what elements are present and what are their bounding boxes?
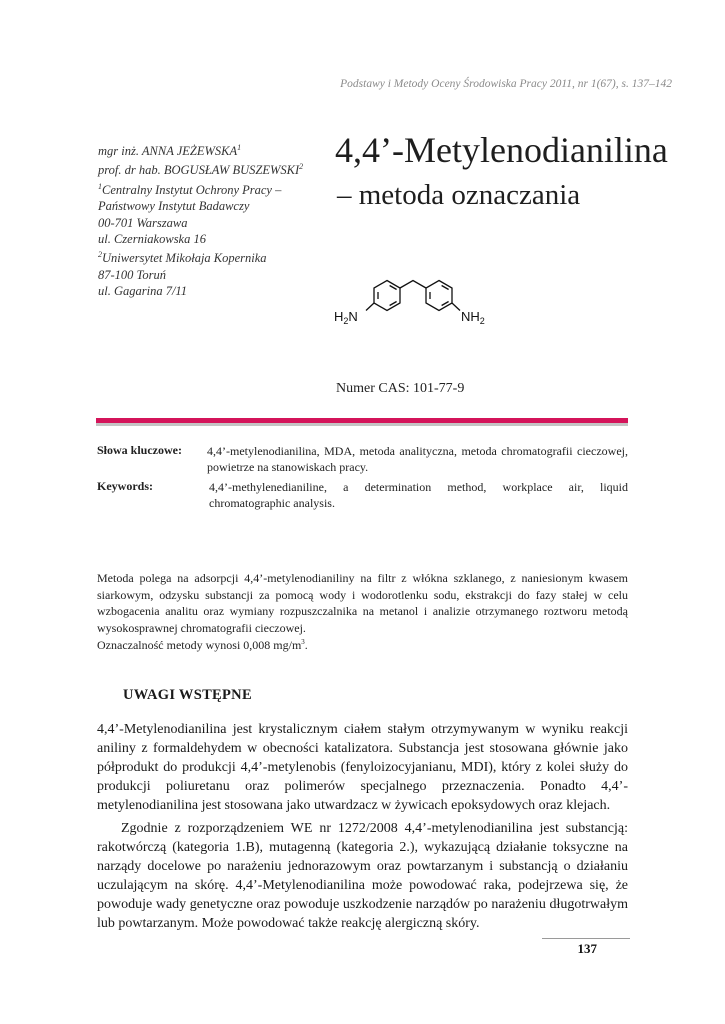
paragraph-1: 4,4’-Metylenodianilina jest krystalicznym ciałem stałym otrzymywanym w wyniku reakcji aniliny z formaldehydem w obecności katalizatora. Substancja jest stosowana głównie jako półprodukt do produkcji 4,4’-metylenobis (fenyloizocyjanianu, MDI), który z kolei służy do produkcji poliuretanu oraz polimerów specjalnego przeznaczenia. Ponadto 4,4’-metylenodianilina jest stosowana jako utwardzacz w żywicach epoksydowych oraz klejach.: [97, 722, 628, 813]
body-text: [97, 720, 628, 933]
footer-rule: [542, 938, 630, 939]
keywords-pl-text: 4,4’-metylenodianilina, MDA, metoda analityczna, metoda chromatografii cieczowej, powietrze na stanowiskach pracy.: [207, 444, 628, 474]
paragraph-2: Zgodnie z rozporządzeniem WE nr 1272/2008 4,4’-metylenodianilina jest substancją: rakotwórczą (kategoria 1.B), mutagenną (kategoria 2.), wykazującą działanie toksyczne na narządy docelowe po narażeniu jednorazowym oraz powtarzanym i substancją o działaniu uczulającym na skórę. 4,4’-Metylenodianilina może powodować raka, podejrzewa się, że powoduje wady genetyczne oraz powoduje uszkodzenie narządów po narażeniu długotrwałym lub powtarzanym. Może powodować także reakcję alergiczną skóry.: [97, 821, 628, 931]
determination-limit: Oznaczalność metody wynosi 0,008 $mg/m^3$.: [97, 638, 308, 652]
svg-text:H2N: [334, 309, 358, 326]
author-block: [98, 140, 333, 299]
structure-right-nh: NH: [461, 309, 480, 324]
section-heading: UWAGI WSTĘPNE: [123, 687, 252, 703]
keywords-pl-label: Słowa kluczowe:: [97, 443, 182, 457]
svg-text:NH2: [461, 309, 485, 326]
affiliation-1-street: ul. Czerniakowska 16: [98, 231, 206, 246]
keywords-en-text: 4,4’-methylenedianiline, a determination method, workplace air, liquid chromatographic analysis.: [209, 480, 628, 510]
cas-number: Numer CAS: 101-77-9: [336, 381, 465, 396]
affiliation-2: $^2$Uniwersytet Mikołaja Kopernika: [98, 250, 267, 266]
author-2: prof. dr hab. BOGUSŁAW BUSZEWSKI$^2$: [98, 162, 304, 178]
author-1: mgr inż. ANNA JEŻEWSKA$^1$: [98, 143, 242, 159]
running-head: Podstawy i Metody Oceny Środowiska Pracy 2011, nr 1(67), s. 137–142: [340, 78, 672, 90]
page-number: 137: [577, 941, 597, 956]
abstract: [97, 570, 628, 636]
article-subtitle: – metoda oznaczania: [337, 179, 581, 211]
structure-left-sub: 2: [343, 316, 349, 326]
structure-right-sub: 2: [479, 316, 485, 326]
affiliation-1: $^1$Centralny Instytut Ochrony Pracy –: [98, 181, 282, 198]
structure-left-h: H: [334, 309, 344, 324]
affiliation-2-postcode: 87-100 Toruń: [98, 267, 166, 282]
structure-left-n: N: [348, 309, 358, 324]
article-title: 4,4’-Metylenodianilina: [335, 130, 668, 170]
keywords-en-label: Keywords:: [97, 479, 153, 493]
chemical-structure: [330, 266, 520, 336]
accent-bar-shadow: [96, 423, 628, 426]
affiliation-1-postcode: 00-701 Warszawa: [98, 215, 188, 230]
affiliation-2-street: ul. Gagarina 7/11: [98, 284, 188, 298]
abstract-text: Metoda polega na adsorpcji 4,4’-metylenodianiliny na filtr z włókna szklanego, z naniesionym kwasem siarkowym, odzysku substancji za pomocą wody i wodorotlenku sodu, ekstrakcji do fazy stałej w celu wzbogacenia analitu oraz wymiany rozpuszczalnika na metanol i analizie otrzymanego roztworu metodą wysokosprawnej chromatografii cieczowej.: [97, 571, 628, 635]
affiliation-1-line2: Państwowy Instytut Badawczy: [98, 199, 250, 214]
